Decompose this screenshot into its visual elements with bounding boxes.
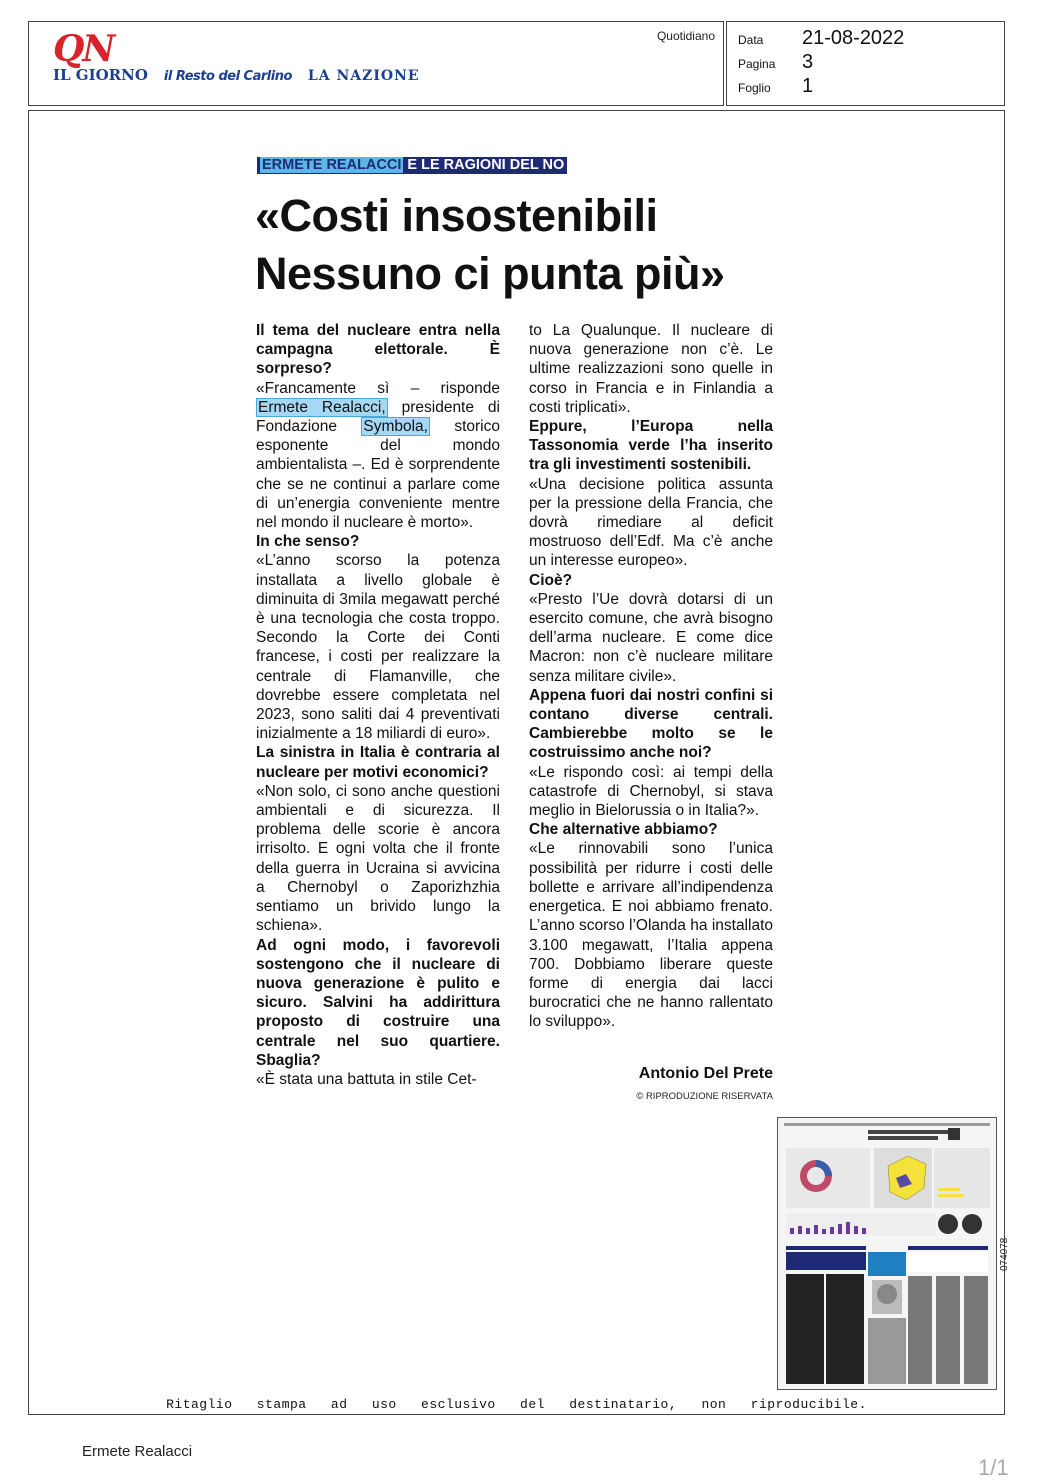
thumbnail-graphic — [778, 1118, 996, 1389]
answer-1: «Francamente sì – risponde Ermete Realacci, presidente di Fondazione Symbola, storico esponente del mondo ambientalista –. Ed è sorprendente che se ne continui a parlare come di un’energia conveniente mentre nel mondo il nucleare è morto». — [256, 379, 500, 532]
question-8: Che alternative abbiamo? — [529, 821, 718, 839]
clipping-footer: Ritaglio stampa ad uso esclusivo del destinatario, non riproducibile. — [166, 1397, 867, 1412]
question-1: Il tema del nucleare entra nella campagna elettorale. È sorpreso? — [256, 322, 500, 378]
meta-sheet-row — [738, 75, 813, 98]
answer-7: «Le rispondo così: ai tempi della catastrofe di Chernobyl, si stava meglio in Bielorussia o in Italia?». — [529, 763, 773, 820]
question-4: Ad ogni modo, i favorevoli sostengono che il nucleare di nuova generazione è pulito e sicuro. Salvini ha addirittura proposto di costruire una centrale nel suo quartiere. Sbaglia? — [256, 936, 500, 1069]
logo-la-nazione: LA NAZIONE — [307, 68, 420, 84]
kicker-name: ERMETE REALACCI — [262, 157, 402, 173]
answer-8: «Le rinnovabili sono l’unica possibilità per ridurre i costi delle bollette e arrivare all’indipendenza energetica. E noi abbiamo frenato. L’anno scorso l’Olanda ha installato 3.100 megawatt, l’Italia appena 700. Dobbiamo liberare queste forme di energia dai lacci burocratici che ne hanno rallentato lo sviluppo». — [529, 840, 773, 1031]
question-2: In che senso? — [256, 533, 360, 551]
title-line-1: «Costi insostenibili — [255, 190, 658, 241]
logo-il-giorno: IL GIORNO — [53, 66, 148, 84]
question-6: Cioè? — [529, 571, 573, 589]
archive-code: 074078 — [999, 1237, 1010, 1271]
page-counter: 1/1 — [978, 1455, 1009, 1480]
answer-6: «Presto l’Ue dovrà dotarsi di un esercito comune, che avrà bisogno dell’arma nucleare. E come dice Macron: non c’è nucleare militare senza militare civile». — [529, 590, 773, 685]
article-column-1 — [256, 321, 500, 1089]
image-caption: Ermete Realacci — [82, 1443, 193, 1460]
masthead-box — [28, 21, 724, 106]
meta-page-row — [738, 51, 813, 74]
qn-logo: QN — [53, 28, 114, 70]
question-3: La sinistra in Italia è contraria al nucleare per motivi economici? — [256, 744, 500, 781]
answer-2: «L’anno scorso la potenza installata a livello globale è diminuita di 3mila megawatt perché è una tecnologia che costa troppo. Secondo la Corte dei Conti francese, i costi per realizzare la centrale di Flamanville, che dovrebbe essere completata nel 2023, sono saliti dai 4 preventivati inizialmente a 18 miliardi di euro». — [256, 552, 500, 743]
page-label: Pagina — [738, 57, 776, 71]
author-signature: Antonio Del Prete — [638, 1065, 773, 1082]
question-5: Eppure, l’Europa nella Tassonomia verde l’ha inserito tra gli investimenti sostenibili. — [529, 418, 773, 474]
answer-3: «Non solo, ci sono anche questioni ambientali e di sicurezza. Il problema delle scorie è ancora irrisolto. E ogni volta che il fronte della guerra in Ucraina si avvicina a Chernobyl o Zaporizhzhia sentiamo un brivido lungo la schiena». — [256, 782, 500, 935]
date-value: 21-08-2022 — [802, 27, 905, 49]
answer-5: «Una decisione politica assunta per la pressione della Francia, che dovrà rimediare al deficit mostruoso dell’Edf. Ma c’è anche un interesse europeo». — [529, 475, 773, 570]
answer-4: «È stata una battuta in stile Cet- — [256, 1070, 477, 1088]
newspaper-logos — [53, 66, 420, 84]
meta-box — [726, 21, 1005, 106]
title-line-2: Nessuno ci punta più» — [255, 248, 725, 299]
answer-4-continued: to La Qualunque. Il nucleare di nuova generazione non c’è. Le ultime realizzazioni sono quelle in corso in Francia e in Finlandia a costi triplicati». — [529, 322, 773, 416]
highlight-realacci: Ermete Realacci, — [258, 398, 386, 416]
rights-notice: © RIPRODUZIONE RISERVATA — [636, 1091, 773, 1102]
date-label: Data — [738, 33, 764, 47]
sheet-value: 1 — [802, 75, 814, 97]
publication-type: Quotidiano — [656, 29, 715, 43]
highlight-symbola: Symbola, — [363, 418, 428, 436]
sheet-label: Foglio — [738, 81, 771, 95]
article-kicker — [257, 157, 567, 174]
meta-date-row — [738, 27, 904, 50]
question-7: Appena fuori dai nostri confini si contano diverse centrali. Cambierebbe molto se le costruissimo anche noi? — [529, 686, 773, 762]
article-clipping — [28, 110, 1010, 1415]
logo-resto-del-carlino: il Resto del Carlino — [163, 69, 292, 84]
page-value: 3 — [802, 51, 814, 73]
kicker-rest: E LE RAGIONI DEL NO — [403, 157, 565, 173]
page-thumbnail[interactable] — [777, 1117, 997, 1390]
article-column-2 — [529, 321, 773, 1032]
article-title — [255, 187, 725, 303]
